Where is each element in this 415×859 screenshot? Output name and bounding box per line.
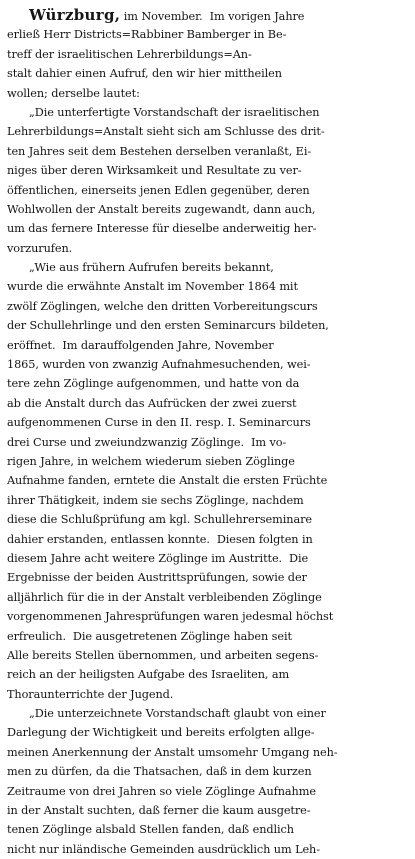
text-line: ten Jahres seit dem Bestehen derselben veranlaßt, Ei-	[7, 144, 312, 158]
text-line: der Schullehrlinge und den ersten Seminarcurs bildeten,	[7, 319, 329, 333]
text-line: alljährlich für die in der Anstalt verbleibenden Zöglinge	[7, 590, 322, 604]
text-line: meinen Anerkennung der Anstalt umsomehr Umgang neh-	[7, 745, 338, 759]
text-line: tenen Zöglinge alsbald Stellen fanden, daß endlich	[7, 823, 294, 837]
text-line: treff der israelitischen Lehrerbildungs=An-	[7, 47, 252, 61]
text-line: 1865, wurden von zwanzig Aufnahmesuchenden, wei-	[7, 358, 311, 372]
text-line: stalt dahier einen Aufruf, den wir hier mittheilen	[7, 67, 282, 81]
text-line: niges über deren Wirksamkeit und Resultate zu ver-	[7, 164, 302, 178]
text-line: Lehrerbildungs=Anstalt sieht sich am Schlusse des drit-	[7, 125, 325, 139]
text-line: um das fernere Interesse für dieselbe anderweitig her-	[7, 222, 317, 236]
text-line: rigen Jahre, in welchem wiederum sieben Zöglinge	[7, 454, 295, 468]
text-line: Ergebnisse der beiden Austrittsprüfungen, sowie der	[7, 571, 307, 585]
newspaper-column	[7, 6, 407, 859]
text-line: Aufnahme fanden, erntete die Anstalt die ersten Früchte	[7, 474, 328, 488]
text-line: dahier erstanden, entlassen konnte. Diesen folgten in	[7, 532, 313, 546]
text-line: erfreulich. Die ausgetretenen Zöglinge haben seit	[7, 629, 292, 643]
text-line: Wohlwollen der Anstalt bereits zugewandt, dann auch,	[7, 202, 316, 216]
text-line: Zeitraume von drei Jahren so viele Zöglinge Aufnahme	[7, 784, 316, 798]
text-line: erließ Herr Districts=Rabbiner Bamberger in Be-	[7, 28, 287, 42]
text-line: öffentlichen, einerseits jenen Edlen gegenüber, deren	[7, 183, 310, 197]
text-line: Thoraunterrichte der Jugend.	[7, 687, 174, 701]
text-line: wurde die erwähnte Anstalt im November 1864 mit	[7, 280, 298, 294]
text-line: diesem Jahre acht weitere Zöglinge im Austritte. Die	[7, 551, 309, 565]
text-line: vorzurufen.	[7, 241, 73, 255]
text-line: tere zehn Zöglinge aufgenommen, und hatte von da	[7, 377, 300, 391]
text-line: nicht nur inländische Gemeinden ausdrücklich um Leh-	[7, 842, 320, 856]
text-line: ab die Anstalt durch das Aufrücken der zwei zuerst	[7, 396, 297, 410]
text-line: aufgenommenen Curse in den II. resp. I. Seminarcurs	[7, 416, 311, 430]
text-line: ihrer Thätigkeit, indem sie sechs Zöglinge, nachdem	[7, 493, 304, 507]
text-line: diese die Schlußprüfung am kgl. Schullehrerseminare	[7, 513, 312, 527]
dateline-continuation: im November. Im vorigen Jahre	[123, 10, 305, 23]
text-line: wollen; derselbe lautet:	[7, 86, 140, 100]
text-line	[7, 6, 407, 25]
text-line: Darlegung der Wichtigkeit und bereits erfolgten allge-	[7, 726, 315, 740]
text-line: Alle bereits Stellen übernommen, und arbeiten segens-	[7, 648, 319, 662]
text-line: in der Anstalt suchten, daß ferner die kaum ausgetre-	[7, 804, 311, 818]
text-line: reich an der heiligsten Aufgabe des Israeliten, am	[7, 668, 290, 682]
text-line: zwölf Zöglingen, welche den dritten Vorbereitungscurs	[7, 299, 318, 313]
text-line: men zu dürfen, da die Thatsachen, daß in dem kurzen	[7, 765, 312, 779]
text-line: vorgenommenen Jahresprüfungen waren jedesmal höchst	[7, 610, 334, 624]
dateline: Würzburg,	[29, 6, 121, 24]
text-line: „Die unterfertigte Vorstandschaft der israelitischen	[29, 105, 320, 119]
text-line: eröffnet. Im darauffolgenden Jahre, November	[7, 338, 274, 352]
text-line: drei Curse und zweiundzwanzig Zöglinge. Im vo-	[7, 435, 287, 449]
text-line: „Die unterzeichnete Vorstandschaft glaubt von einer	[29, 707, 326, 721]
text-line: „Wie aus frühern Aufrufen bereits bekannt,	[29, 261, 274, 275]
